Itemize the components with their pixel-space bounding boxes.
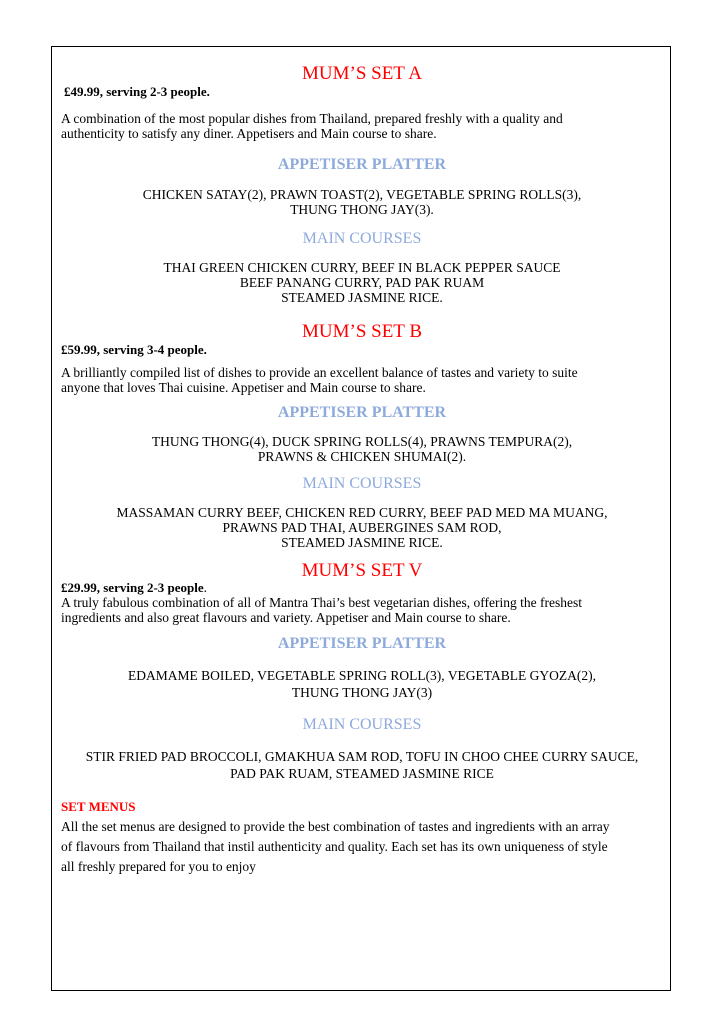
set-a-appetiser-line: CHICKEN SATAY(2), PRAWN TOAST(2), VEGETABLE SPRING ROLLS(3),: [142, 187, 582, 202]
set-v-mains-line: STIR FRIED PAD BROCCOLI, GMAKHUA SAM ROD, TOFU IN CHOO CHEE CURRY SAUCE,: [85, 749, 639, 764]
set-b-mains-line: PRAWNS PAD THAI, AUBERGINES SAM ROD,: [222, 520, 502, 535]
set-a-title: MUM’S SET A: [301, 63, 422, 84]
set-v-description-line: ingredients and also great flavours and variety. Appetiser and Main course to share.: [61, 610, 511, 625]
set-v-appetiser-heading: APPETISER PLATTER: [277, 635, 447, 652]
set-menus-line: All the set menus are designed to provide the best combination of tastes and ingredients with an array: [61, 819, 610, 834]
set-b-mains-list: [0, 505, 724, 550]
set-a-appetiser-line: THUNG THONG JAY(3).: [290, 202, 434, 217]
set-menus-line: of flavours from Thailand that instil authenticity and quality. Each set has its own uniqueness of style: [61, 839, 608, 854]
set-v-price: £29.99, serving 2-3 people: [61, 580, 204, 595]
set-a-mains-line: THAI GREEN CHICKEN CURRY, BEEF IN BLACK PEPPER SAUCE: [163, 260, 561, 275]
set-a-mains-list: [0, 260, 724, 305]
set-b-mains-line: MASSAMAN CURRY BEEF, CHICKEN RED CURRY, BEEF PAD MED MA MUANG,: [116, 505, 608, 520]
set-b-title: MUM’S SET B: [301, 321, 422, 342]
set-a-mains-line: BEEF PANANG CURRY, PAD PAK RUAM: [239, 275, 485, 290]
set-v-appetiser-list: [0, 668, 724, 700]
set-a-mains-line: STEAMED JASMINE RICE.: [281, 290, 443, 305]
set-v-appetiser-line: THUNG THONG JAY(3): [291, 685, 433, 700]
set-b-appetiser-line: THUNG THONG(4), DUCK SPRING ROLLS(4), PRAWNS TEMPURA(2),: [151, 434, 573, 449]
set-a-appetiser-list: [0, 187, 724, 217]
set-b-appetiser-heading: APPETISER PLATTER: [277, 404, 447, 421]
set-a-description-line: authenticity to satisfy any diner. Appetisers and Main course to share.: [61, 126, 437, 141]
set-v-description-line: A truly fabulous combination of all of Mantra Thai’s best vegetarian dishes, offering the freshest: [61, 595, 582, 610]
set-b-mains-line: STEAMED JASMINE RICE.: [281, 535, 443, 550]
set-menus-line: all freshly prepared for you to enjoy: [61, 859, 256, 874]
set-a-price: £49.99, serving 2-3 people.: [64, 84, 210, 99]
set-b-description-line: A brilliantly compiled list of dishes to provide an excellent balance of tastes and variety to suite: [61, 365, 578, 380]
set-a-mains-heading: MAIN COURSES: [302, 230, 422, 247]
set-menus-description: [61, 817, 666, 877]
set-b-mains-heading: MAIN COURSES: [302, 475, 422, 492]
set-v-header: [61, 580, 661, 625]
set-a-description-line: A combination of the most popular dishes from Thailand, prepared freshly with a quality and: [61, 111, 563, 126]
set-v-mains-line: PAD PAK RUAM, STEAMED JASMINE RICE: [230, 766, 494, 781]
set-b-description-line: anyone that loves Thai cuisine. Appetiser and Main course to share.: [61, 380, 426, 395]
set-v-price-suffix: .: [203, 580, 208, 595]
set-b-price: £59.99, serving 3-4 people.: [61, 342, 207, 357]
set-v-mains-list: [0, 749, 724, 781]
set-b-description: [61, 365, 651, 395]
set-a-description: [61, 111, 651, 141]
set-v-mains-heading: MAIN COURSES: [302, 716, 422, 733]
set-a-appetiser-heading: APPETISER PLATTER: [277, 156, 447, 173]
set-v-appetiser-line: EDAMAME BOILED, VEGETABLE SPRING ROLL(3), VEGETABLE GYOZA(2),: [128, 668, 596, 683]
set-b-appetiser-line: PRAWNS & CHICKEN SHUMAI(2).: [257, 449, 467, 464]
set-v-title: MUM’S SET V: [301, 560, 423, 581]
set-menus-heading: SET MENUS: [61, 799, 136, 814]
set-b-appetiser-list: [0, 434, 724, 464]
